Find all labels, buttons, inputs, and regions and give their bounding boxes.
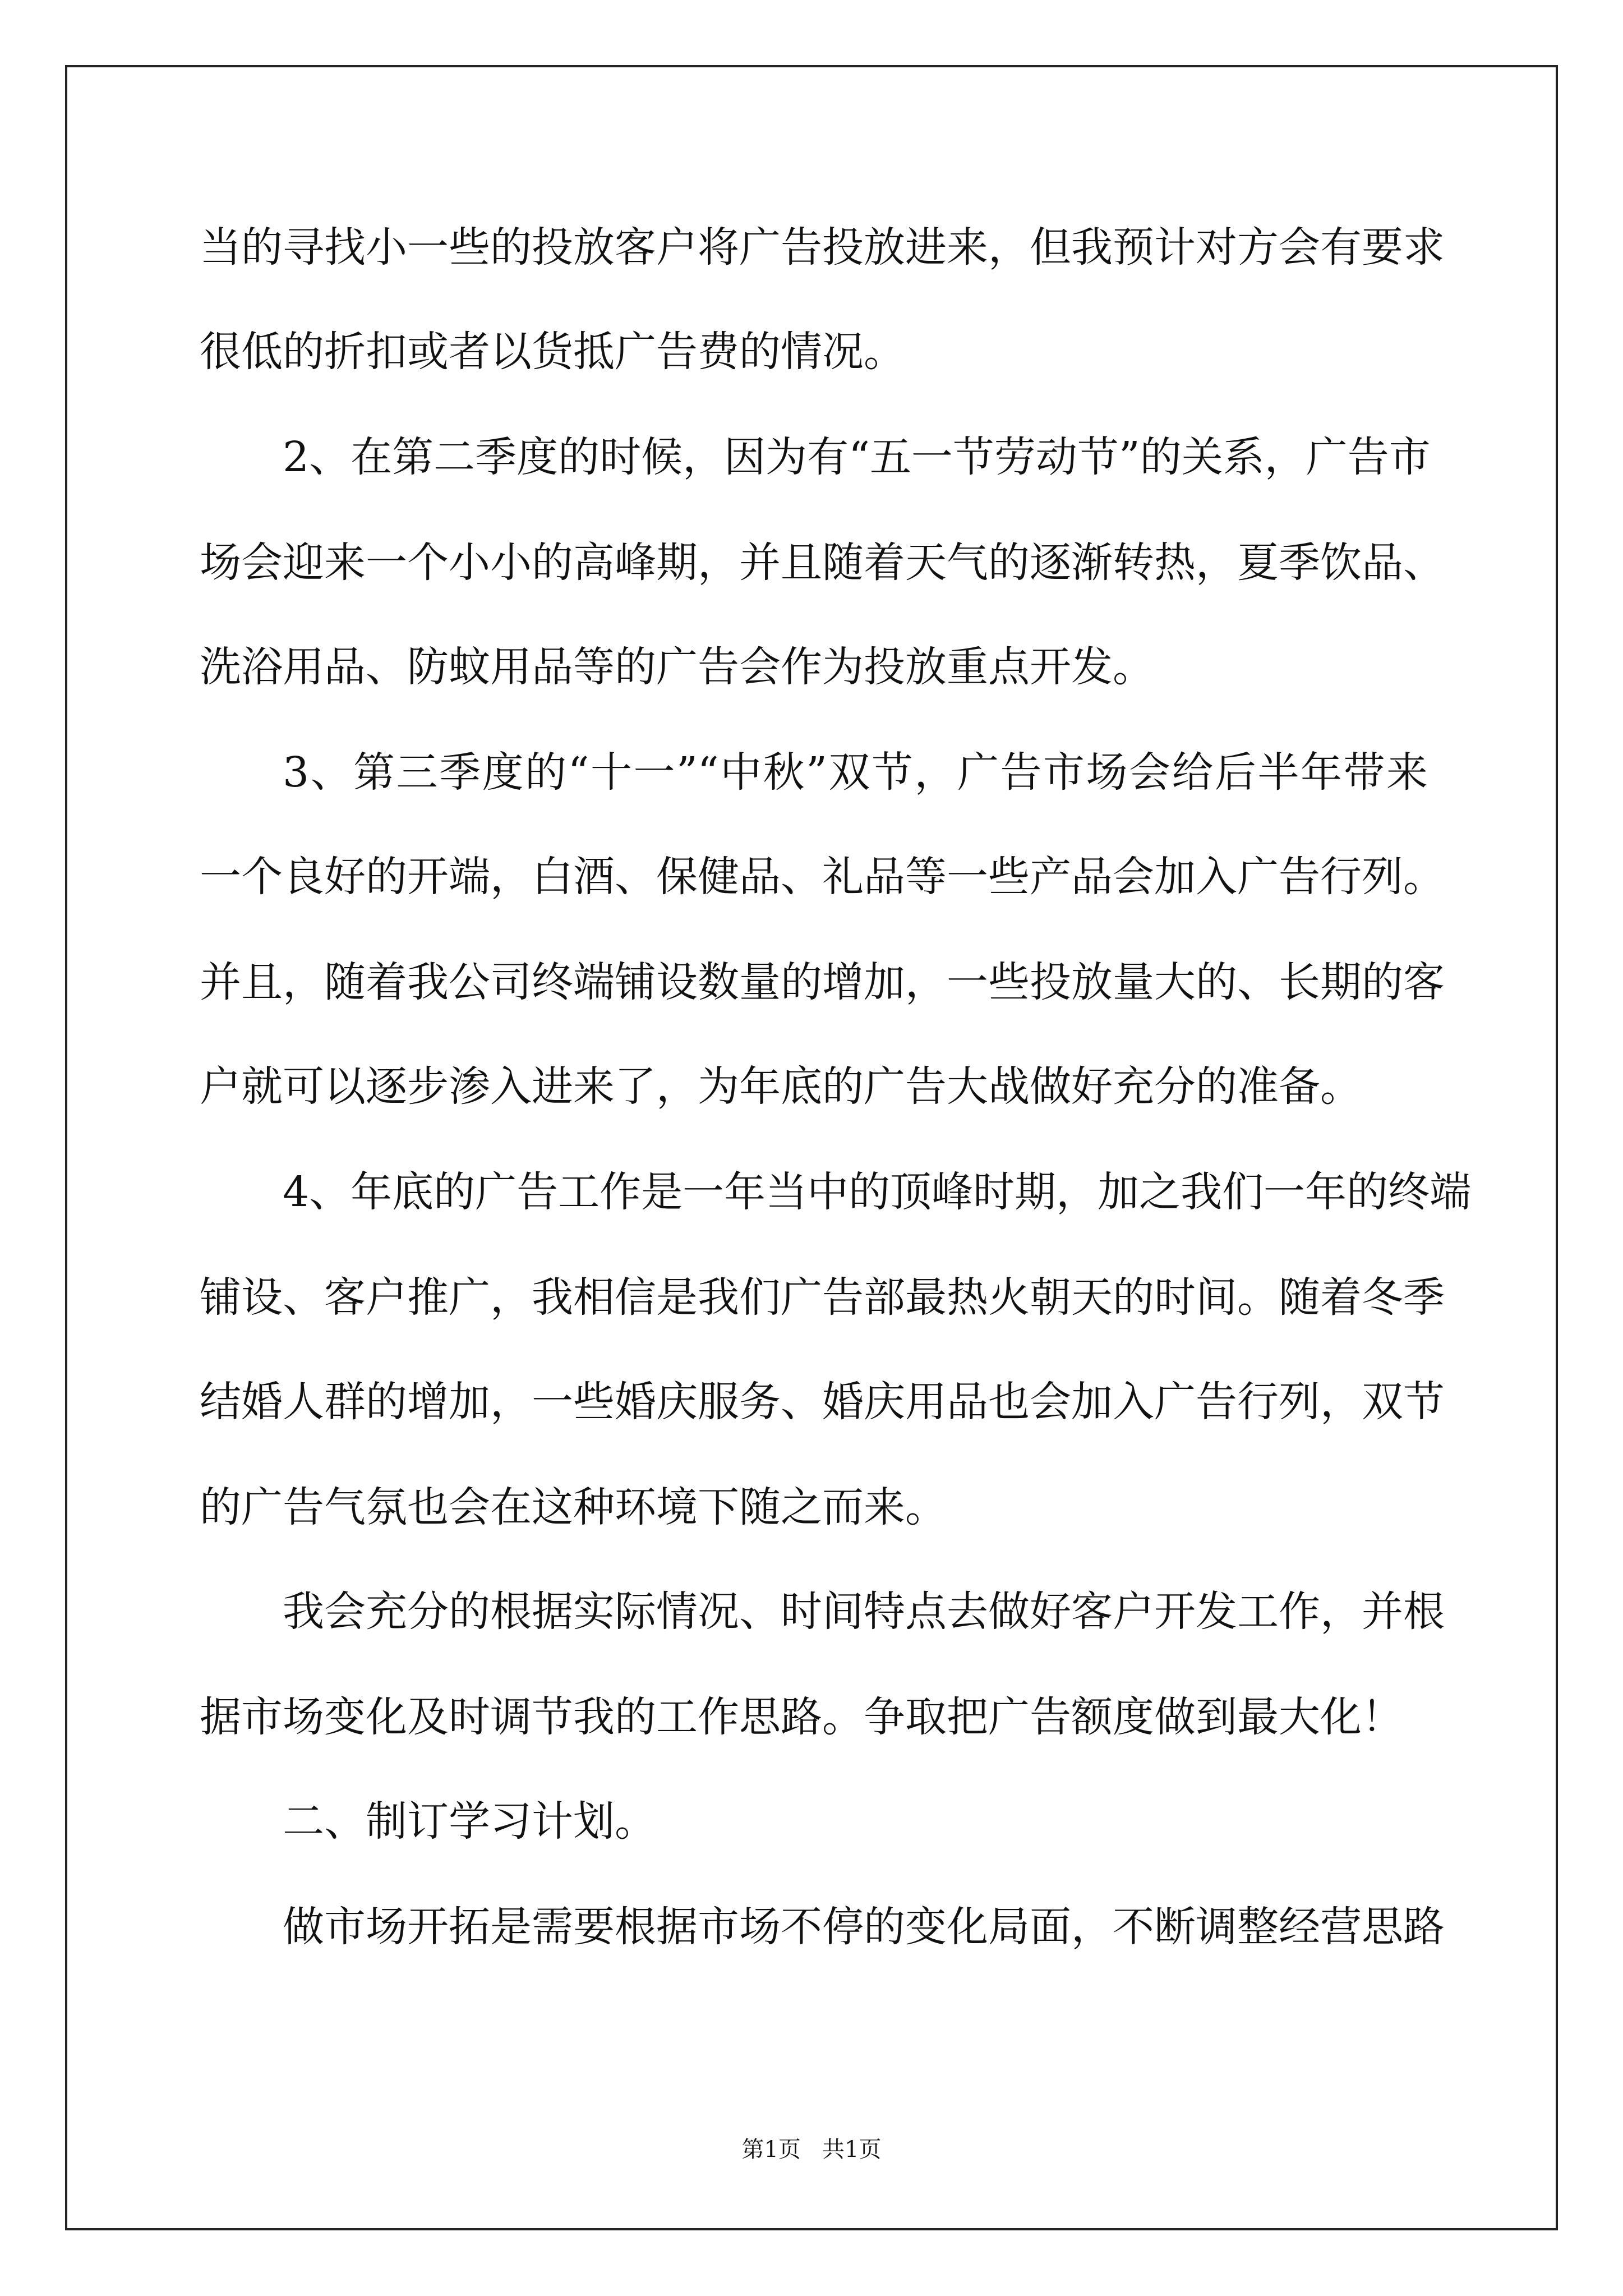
text-line: 户就可以逐步渗入进来了，为年底的广告大战做好充分的准备。: [200, 1062, 1362, 1111]
text-line: 很低的折扣或者以货抵广告费的情况。: [200, 328, 905, 376]
section-heading: 二、制订学习计划。: [283, 1797, 656, 1846]
text-line: 场会迎来一个小小的高峰期，并且随着天气的逐渐转热，夏季饮品、: [200, 539, 1445, 587]
text-line: 洗浴用品、防蚊用品等的广告会作为投放重点开发。: [200, 643, 1154, 691]
page-footer: 第1页 共1页: [741, 2137, 882, 2162]
text-line: 做市场开拓是需要根据市场不停的变化局面，不断调整经营思路: [283, 1903, 1445, 1951]
text-line: 铺设、客户推广，我相信是我们广告部最热火朝天的时间。随着冬季: [200, 1273, 1445, 1322]
text-line: 4、年底的广告工作是一年当中的顶峰时期，加之我们一年的终端: [283, 1168, 1472, 1216]
text-line: 3、第三季度的“十一”“中秋”双节，广告市场会给后半年带来: [283, 748, 1428, 797]
text-line: 据市场变化及时调节我的工作思路。争取把广告额度做到最大化！: [200, 1693, 1403, 1741]
text-line: 2、在第二季度的时候，因为有“五一节劳动节”的关系，广告市: [283, 433, 1431, 481]
text-line: 当的寻找小一些的投放客户将广告投放进来，但我预计对方会有要求: [200, 223, 1445, 272]
text-line: 我会充分的根据实际情况、时间特点去做好客户开发工作，并根: [283, 1588, 1445, 1636]
text-line: 结婚人群的增加，一些婚庆服务、婚庆用品也会加入广告行列，双节: [200, 1378, 1445, 1426]
text-line: 一个良好的开端，白酒、保健品、礼品等一些产品会加入广告行列。: [200, 853, 1445, 901]
text-line: 的广告气氛也会在这种环境下随之而来。: [200, 1483, 947, 1531]
text-line: 并且，随着我公司终端铺设数量的增加，一些投放量大的、长期的客: [200, 958, 1445, 1006]
